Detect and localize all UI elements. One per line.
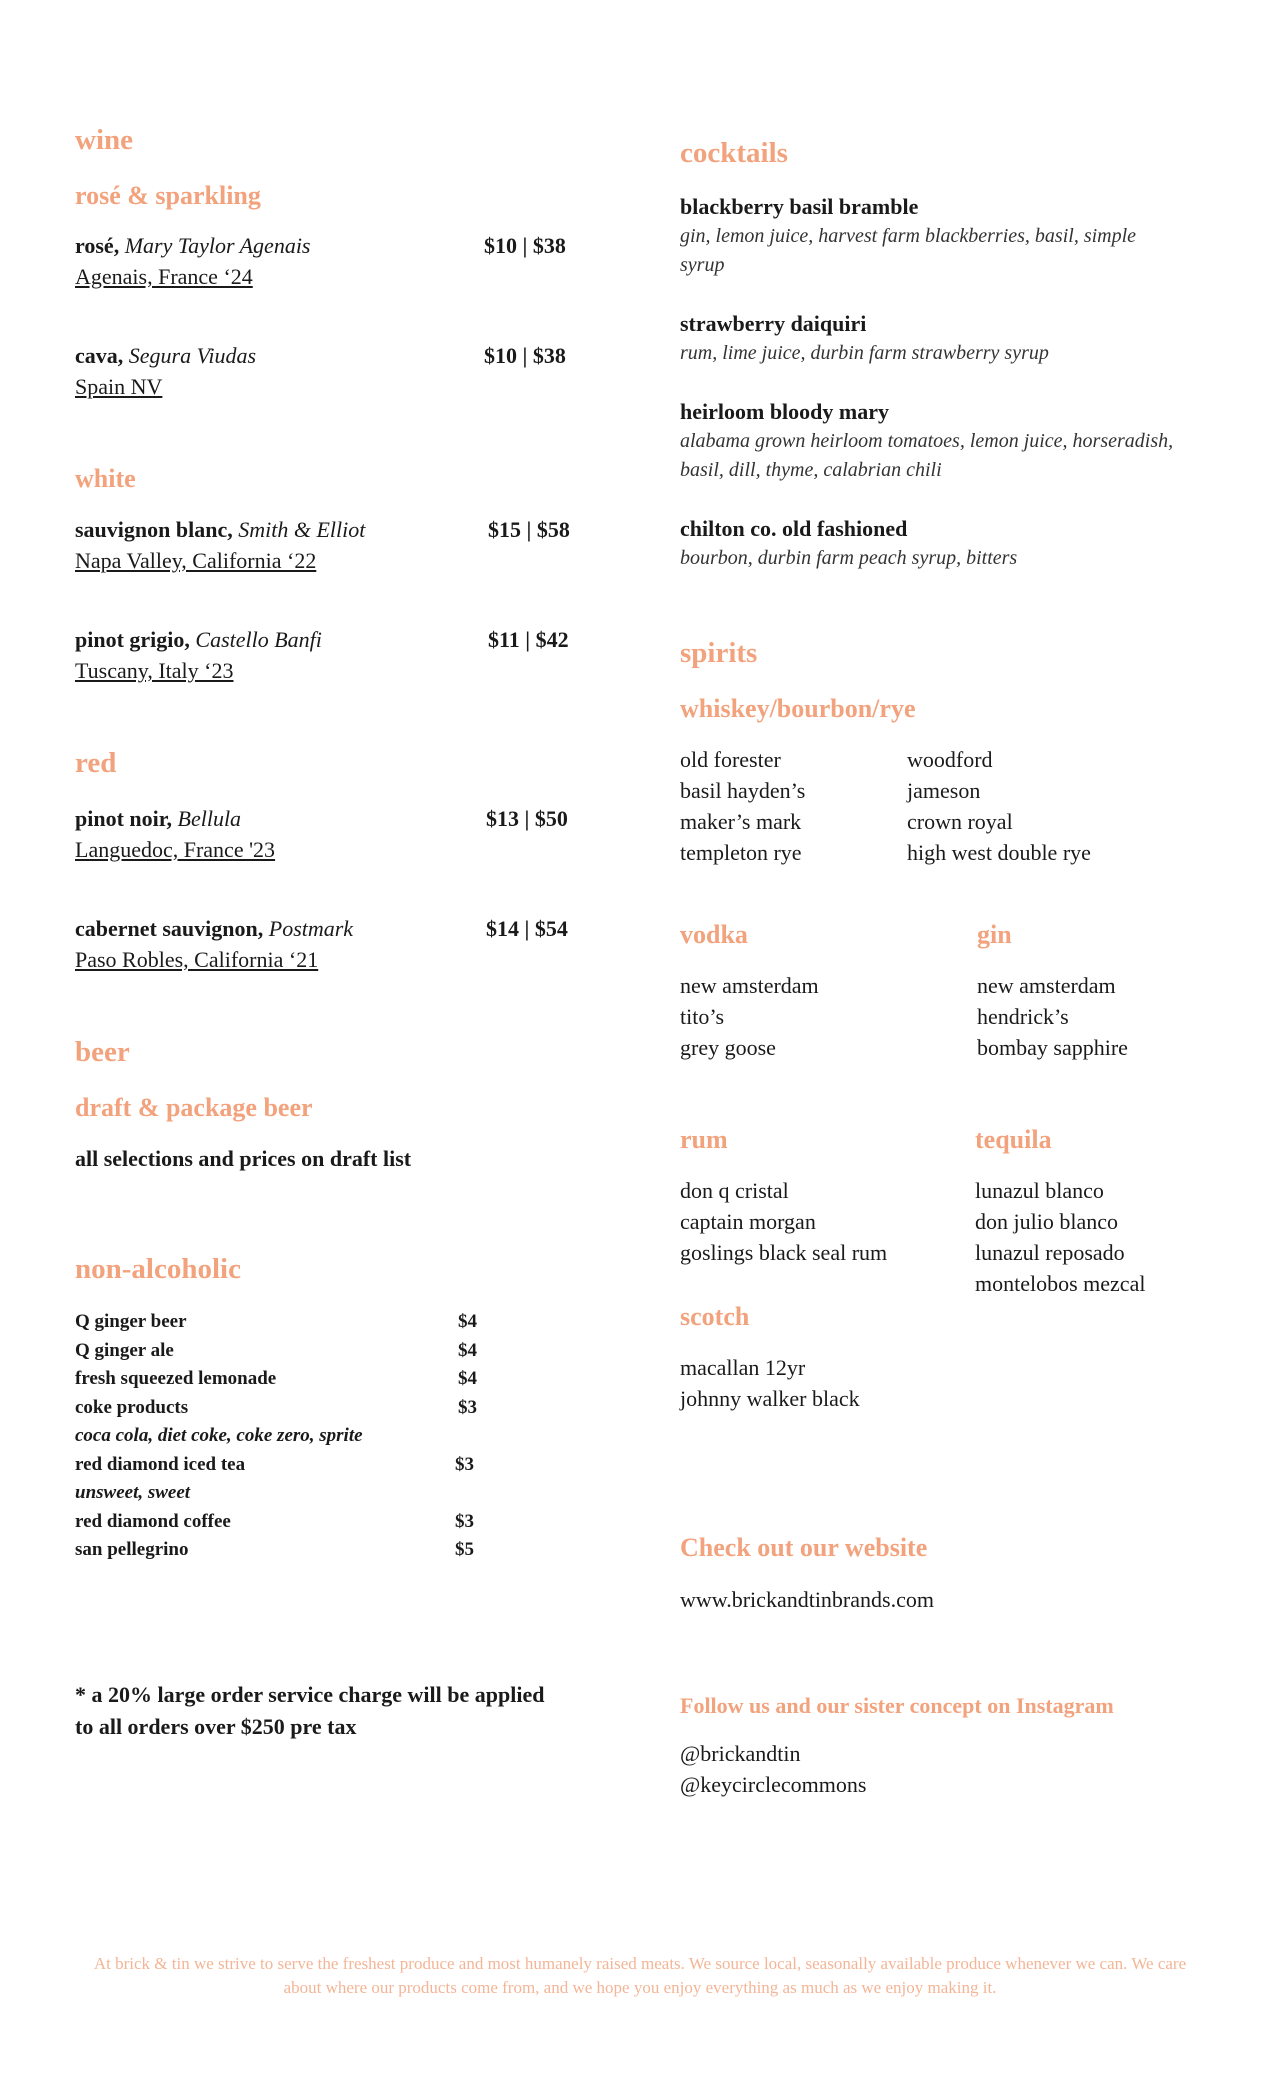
instagram-handle-link[interactable]: @brickandtin	[680, 1741, 801, 1766]
cocktails-heading: cocktails	[680, 137, 788, 169]
whiskey-list-1	[680, 744, 805, 868]
vodka-heading: vodka	[680, 920, 748, 949]
list-item: bombay sapphire	[977, 1035, 1128, 1060]
white-heading: white	[75, 464, 136, 493]
instagram-handle-link[interactable]: @keycirclecommons	[680, 1772, 867, 1797]
wine-price: $15 | $58	[488, 517, 570, 542]
rum-heading: rum	[680, 1125, 728, 1154]
list-item: macallan 12yr	[680, 1355, 806, 1380]
list-item: tito’s	[680, 1004, 725, 1029]
whiskey-list-2	[907, 744, 1091, 868]
red-heading: red	[75, 747, 117, 779]
list-item: hendrick’s	[977, 1004, 1069, 1029]
wine-origin: Agenais, France ‘24	[75, 264, 253, 289]
list-item: red diamond iced tea $3	[75, 1453, 474, 1475]
list-item: old forester	[680, 747, 781, 772]
wine-origin: Spain NV	[75, 374, 163, 399]
scotch-heading: scotch	[680, 1302, 750, 1331]
wine-origin: Paso Robles, California ‘21	[75, 947, 319, 972]
wine-price: $10 | $38	[484, 343, 566, 368]
non-alcoholic-list	[75, 1308, 495, 1565]
cocktail-item: heirloom bloody mary alabama grown heirloom tomatoes, lemon juice, horseradish, basil, dill, thyme, calabrian chili	[680, 399, 1174, 481]
list-item-detail: coca cola, diet coke, coke zero, sprite	[75, 1425, 363, 1446]
list-item: fresh squeezed lemonade $4	[75, 1368, 477, 1389]
list-item: lunazul blanco	[975, 1178, 1104, 1203]
list-item: coke products $3	[75, 1396, 477, 1418]
wine-price: $10 | $38	[484, 233, 566, 258]
list-item: crown royal	[907, 809, 1013, 834]
wine-item-sauvignon-blanc: sauvignon blanc, Smith & Elliot Napa Valley, California ‘22	[75, 514, 365, 576]
rum-list	[680, 1175, 887, 1268]
wine-item-cabernet-sauvignon: cabernet sauvignon, Postmark Paso Robles, California ‘21	[75, 913, 353, 975]
scotch-list	[680, 1352, 860, 1414]
list-item: jameson	[907, 778, 981, 803]
cocktail-item: blackberry basil bramble gin, lemon juice, harvest farm blackberries, basil, simple syrup	[680, 194, 1137, 276]
list-item: goslings black seal rum	[680, 1240, 888, 1265]
list-item: Q ginger beer $4	[75, 1311, 477, 1332]
wine-item-cava: cava, Segura Viudas Spain NV	[75, 340, 256, 402]
instagram-heading: Follow us and our sister concept on Instagram	[680, 1693, 1114, 1718]
wine-price: $11 | $42	[488, 627, 569, 652]
list-item: san pellegrino $5	[75, 1539, 474, 1560]
vodka-list	[680, 970, 819, 1063]
non-alcoholic-heading: non-alcoholic	[75, 1253, 241, 1285]
list-item: grey goose	[680, 1035, 776, 1060]
gin-heading: gin	[977, 920, 1012, 949]
wine-price: $14 | $54	[486, 916, 568, 941]
list-item: captain morgan	[680, 1209, 816, 1234]
beer-heading: beer	[75, 1036, 130, 1068]
wine-item-pinot-grigio: pinot grigio, Castello Banfi Tuscany, Italy ‘23	[75, 624, 322, 686]
gin-list	[977, 970, 1128, 1063]
list-item: templeton rye	[680, 840, 802, 865]
wine-origin: Languedoc, France '23	[75, 837, 276, 862]
list-item-detail: unsweet, sweet	[75, 1482, 191, 1503]
wine-item-pinot-noir: pinot noir, Bellula Languedoc, France '23	[75, 803, 275, 865]
list-item: lunazul reposado	[975, 1240, 1125, 1265]
list-item: don julio blanco	[975, 1209, 1118, 1234]
list-item: basil hayden’s	[680, 778, 806, 803]
wine-heading: wine	[75, 124, 133, 156]
whiskey-heading: whiskey/bourbon/rye	[680, 694, 916, 723]
beer-note: all selections and prices on draft list	[75, 1146, 412, 1171]
rose-sparkling-heading: rosé & sparkling	[75, 181, 261, 210]
list-item: high west double rye	[907, 840, 1091, 865]
instagram-handles	[680, 1738, 866, 1800]
tequila-heading: tequila	[975, 1125, 1052, 1154]
draft-package-beer-heading: draft & package beer	[75, 1093, 313, 1122]
tequila-list	[975, 1175, 1145, 1299]
footer-statement: At brick & tin we strive to serve the freshest produce and most humanely raised meats. We source local, seasonally available produce whenever we can. We care about where our products come from, and we hope you enjoy everything as much as we enjoy making it.	[93, 1954, 1187, 1997]
list-item: new amsterdam	[680, 973, 819, 998]
cocktail-item: chilton co. old fashioned bourbon, durbin farm peach syrup, bitters	[680, 516, 1018, 569]
list-item: Q ginger ale $4	[75, 1339, 477, 1361]
wine-origin: Napa Valley, California ‘22	[75, 548, 317, 573]
list-item: new amsterdam	[977, 973, 1116, 998]
list-item: woodford	[907, 747, 993, 772]
wine-price: $13 | $50	[486, 806, 568, 831]
spirits-heading: spirits	[680, 637, 758, 669]
service-charge-note: * a 20% large order service charge will be applied to all orders over $250 pre tax	[75, 1682, 545, 1739]
list-item: maker’s mark	[680, 809, 802, 834]
list-item: johnny walker black	[680, 1386, 860, 1411]
list-item: montelobos mezcal	[975, 1271, 1146, 1296]
website-link[interactable]: www.brickandtinbrands.com	[680, 1587, 934, 1612]
wine-origin: Tuscany, Italy ‘23	[75, 658, 234, 683]
list-item: red diamond coffee $3	[75, 1510, 474, 1532]
website-heading: Check out our website	[680, 1533, 928, 1562]
list-item: don q cristal	[680, 1178, 789, 1203]
wine-item-rose: rosé, Mary Taylor Agenais Agenais, France ‘24	[75, 230, 311, 292]
cocktail-item: strawberry daiquiri rum, lime juice, durbin farm strawberry syrup	[680, 311, 1049, 364]
